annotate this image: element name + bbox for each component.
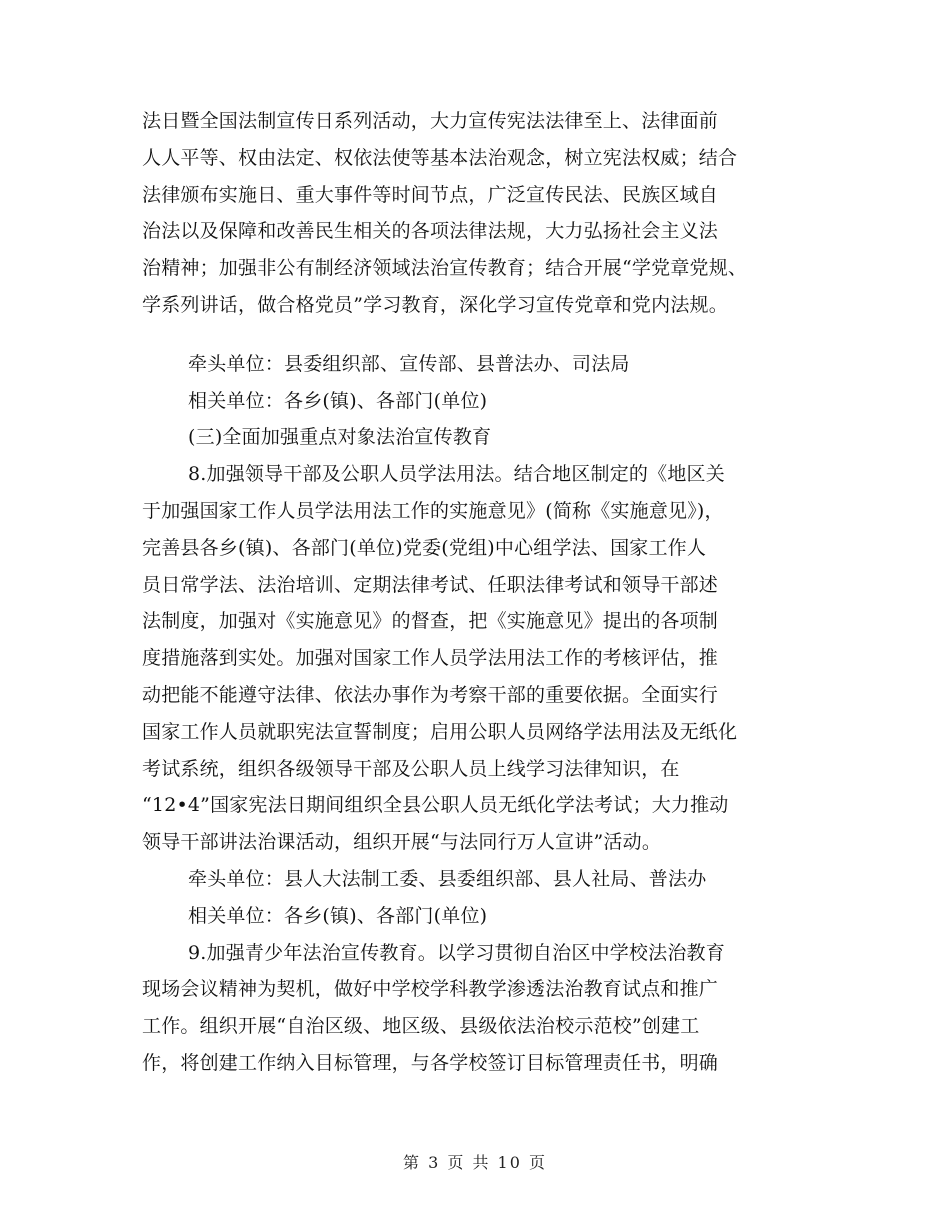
paragraph-line: 8.加强领导干部及公职人员学法用法。结合地区制定的《地区关: [188, 463, 725, 486]
paragraph-line: 工作。组织开展“自治区级、地区级、县级依法治校示范校”创建工: [142, 1015, 700, 1038]
lead-unit-line: 牵头单位：县委组织部、宣传部、县普法办、司法局: [188, 352, 630, 375]
paragraph-line: 学系列讲话，做合格党员”学习教育，深化学习宣传党章和党内法规。: [142, 293, 728, 316]
paragraph-line: 国家工作人员就职宪法宣誓制度；启用公职人员网络学法用法及无纸化: [142, 720, 738, 743]
paragraph-line: 完善县各乡(镇)、各部门(单位)党委(党组)中心组学法、国家工作人: [142, 536, 707, 559]
paragraph-line: 员日常学法、法治培训、定期法律考试、任职法律考试和领导干部述: [142, 573, 719, 596]
paragraph-line: 考试系统，组织各级领导干部及公职人员上线学习法律知识，在: [142, 757, 680, 780]
paragraph-line: 人人平等、权由法定、权依法使等基本法治观念，树立宪法权威；结合: [142, 146, 738, 169]
paragraph-line: 治法以及保障和改善民生相关的各项法律法规，大力弘扬社会主义法: [142, 220, 719, 243]
paragraph-line: 治精神；加强非公有制经济领域法治宣传教育；结合开展“学党章党规、: [142, 257, 748, 280]
paragraph-line: 动把能不能遵守法律、依法办事作为考察干部的重要依据。全面实行: [142, 683, 719, 706]
related-unit-line: 相关单位：各乡(镇)、各部门(单位): [188, 389, 488, 412]
paragraph-line: 度措施落到实处。加强对国家工作人员学法用法工作的考核评估，推: [142, 647, 719, 670]
paragraph-gap: [142, 324, 812, 346]
section-heading: (三)全面加强重点对象法治宣传教育: [188, 426, 492, 449]
paragraph-line: “12•4”国家宪法日期间组织全县公职人员无纸化学法考试；大力推动: [142, 794, 729, 817]
document-body: [142, 103, 812, 1082]
related-unit-line: 相关单位：各乡(镇)、各部门(单位): [188, 904, 488, 927]
paragraph-line: 现场会议精神为契机，做好中学校学科教学渗透法治教育试点和推广: [142, 978, 719, 1001]
paragraph-line: 领导干部讲法治课活动，组织开展“与法同行万人宣讲”活动。: [142, 831, 662, 854]
page-number-footer: 第 3 页 共 10 页: [403, 1153, 547, 1172]
paragraph-line: 于加强国家工作人员学法用法工作的实施意见》(简称《实施意见》)，: [142, 499, 724, 522]
paragraph-line: 法制度，加强对《实施意见》的督查，把《实施意见》提出的各项制: [142, 610, 719, 633]
paragraph-line: 作，将创建工作纳入目标管理，与各学校签订目标管理责任书，明确: [142, 1051, 719, 1074]
paragraph-line: 9.加强青少年法治宣传教育。以学习贯彻自治区中学校法治教育: [188, 941, 725, 964]
lead-unit-line: 牵头单位：县人大法制工委、县委组织部、县人社局、普法办: [188, 867, 707, 890]
paragraph-line: 法律颁布实施日、重大事件等时间节点，广泛宣传民法、民族区域自: [142, 183, 719, 206]
paragraph-line: 法日暨全国法制宣传日系列活动，大力宣传宪法法律至上、法律面前: [142, 110, 719, 132]
